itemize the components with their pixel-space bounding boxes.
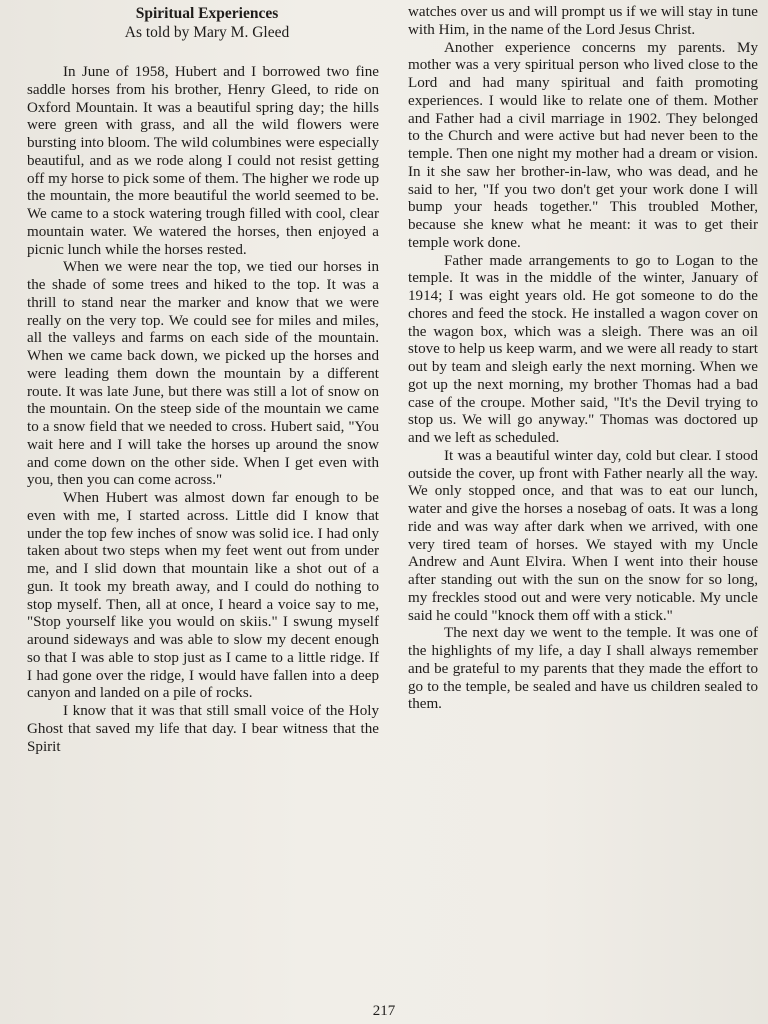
paragraph: When Hubert was almost down far enough to be even with me, I started across. Little did I know that under the top few inches of snow was solid ice. I had only taken about two steps when my feet went out from under me, and I slid down that mountain like a shot out of a gun. It took my breath away, and I could do nothing to stop myself. Then, all at once, I heard a voice say to me, "Stop yourself like you would on skiis." I swung myself around sideways and was able to slow my decent enough so that I was able to stop just as I came to a little ridge. If I had gone over the ridge, I would have fallen into a deep canyon and landed on a pile of rocks.: [27, 490, 379, 702]
paragraph: It was a beautiful winter day, cold but clear. I stood outside the cover, up front with Father nearly all the way. We only stopped once, and that was to eat our lunch, water and give the horses a nosebag of oats. It was a long ride and was way after dark when we arrived, with one very tired team of horses. We stayed with my Uncle Andrew and Aunt Elvira. When I went into their house after standing out with the sun on the snow for so long, my freckles stood out and were very noticable. My uncle said he could "knock them off with a stick.": [408, 447, 758, 624]
paragraph: The next day we went to the temple. It was one of the highlights of my life, a day I shall always remember and be grateful to my parents that they made the effort to go to the temple, be sealed and have us children sealed to them.: [408, 625, 758, 713]
article-title: Spiritual Experiences: [135, 5, 279, 22]
paragraph: Another experience concerns my parents. My mother was a very spiritual person who lived close to the Lord and had many spiritual and faith promoting experiences. I would like to relate one of them. Mother and Father had a civil marriage in 1902. They belonged to the Church and were active but had never been to the temple. Then one night my mother had a dream or vision. In it she saw her brother-in-law, who was dead, and he said to her, "If you two don't get your work done I will bump your heads together." This troubled Mother, because she knew what he meant: it was to get their temple work done.: [408, 39, 758, 251]
paragraph: Father made arrangements to go to Logan to the temple. It was in the middle of the winter, January of 1914; I was eight years old. He got someone to do the chores and feed the stock. He installed a wagon cover on the wagon box, which was a sleigh. There was an oil stove to help us keep warm, and we were all ready to start out by team and sleigh early the next morning. When we got up the next morning, my brother Thomas had a bad case of the croupe. Mother said, "It's the Devil trying to stop us. We will go anyway." Thomas was doctored up and we left as scheduled.: [408, 252, 758, 446]
paragraph: When we were near the top, we tied our horses in the shade of some trees and hiked to the top. It was a thrill to stand near the marker and know that we were really on the very top. We could see for miles and miles, all the valleys and farms on each side of the mountain. When we came back down, we picked up the horses and were leading them down the mountain by a different route. It was late June, but there was still a lot of snow on the mountain. On the steep side of the mountain we came to a snow field that we needed to cross. Hubert said, "You wait here and I will take the horses up around the snow and come down on the other side. When I get even with you, then you can come across.": [27, 259, 379, 489]
paragraph: I know that it was that still small voice of the Holy Ghost that saved my life that day. I bear witness that the Spirit: [27, 703, 379, 755]
article-byline: As told by Mary M. Gleed: [124, 24, 290, 41]
right-column: [408, 4, 758, 714]
paragraph-continuation: watches over us and will prompt us if we will stay in tune with Him, in the name of the Lord Jesus Christ.: [408, 4, 758, 38]
page-number: 217: [372, 1003, 396, 1019]
left-column: [27, 4, 379, 756]
paragraph: In June of 1958, Hubert and I borrowed two fine saddle horses from his brother, Henry Gleed, to ride on Oxford Mountain. It was a beautiful spring day; the hills were green with grass, and all the wild flowers were bursting into bloom. The wild columbines were especially beautiful, and as we rode along I could not resist getting off my horse to pick some of them. The higher we rode up the mountain, the more beautiful the world seemed to be. We came to a stock watering trough filled with cool, clear mountain water. We watered the horses, then enjoyed a picnic lunch while the horses rested.: [27, 64, 379, 258]
